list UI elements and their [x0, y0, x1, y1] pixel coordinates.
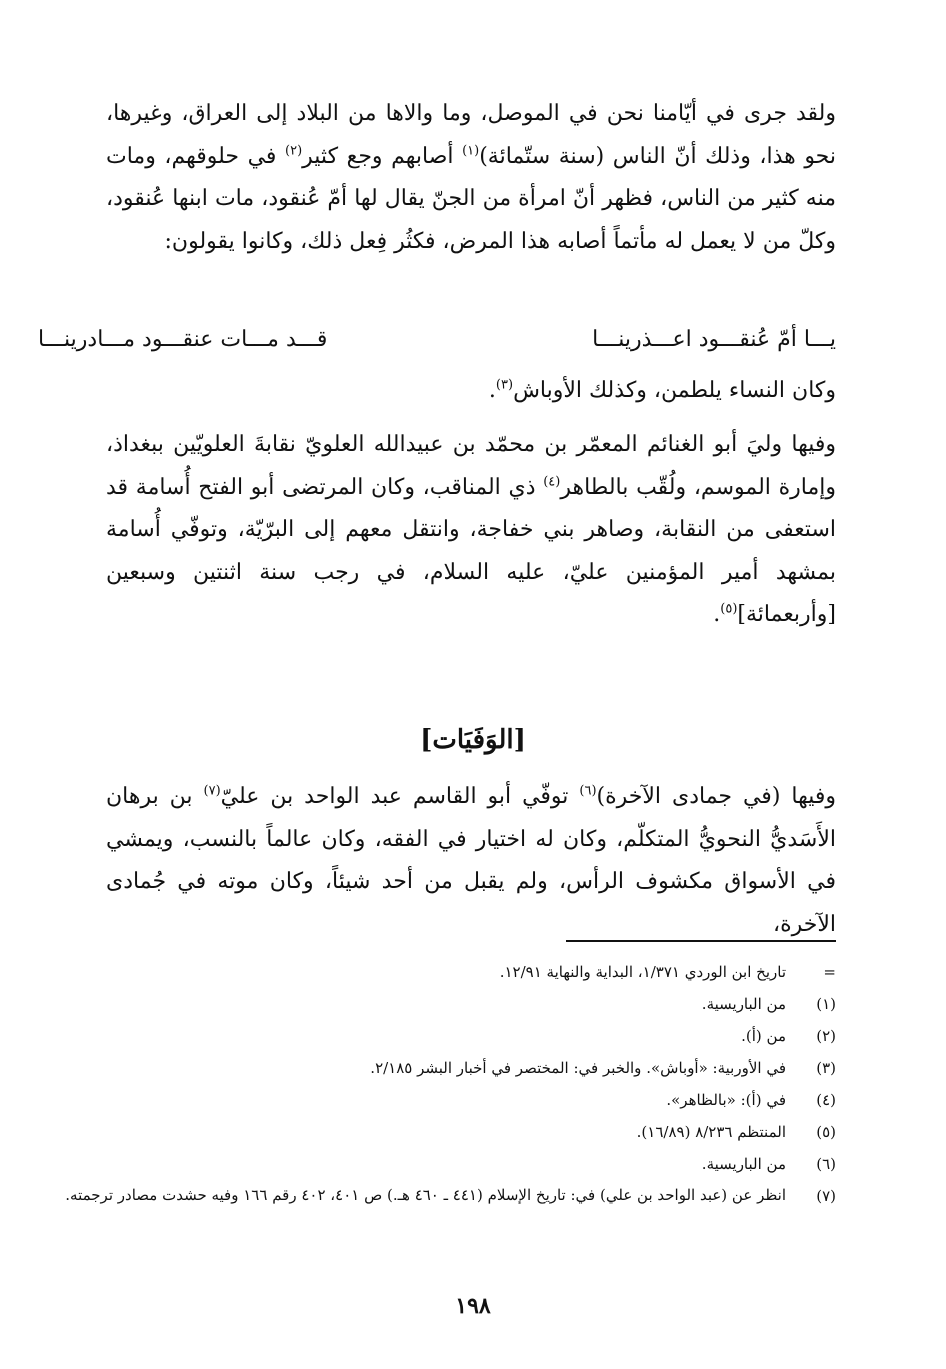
footnote-number: (٧) [816, 1187, 836, 1205]
footnote-marker: (٤) [543, 474, 561, 490]
footnote-item [30, 1148, 836, 1180]
footnote-marker: (٦) [579, 783, 597, 799]
paragraph-women-mourning [106, 370, 836, 413]
poem-verse [38, 318, 836, 362]
paragraph-text: وفيها (في جمادى الآخرة)$^{(٦)}$ توفّي أبو القاسم عبد الواحد بن عليّ$^{(٧)}$ بن برهان الأَسَديُّ النحويُّ المتكلّم، وكان له اختيار في الفقه، وكان عالماً بالنسب، ويمشي في الأسواق مكشوف الرأس، ولم يقبل من أحد شيئاً، وكان موته في جُمادى الآخرة، [106, 783, 836, 937]
paragraph-text: ولقد جرى في أيّامنا نحن في الموصل، وما والاها من البلاد إلى العراق، وغيرها، نحو هذا، وذلك أنّ الناس (سنة ستّمائة)$^{(١)}$ أصابهم وجع كثير$^{(٢)}$ في حلوقهم، ومات منه كثير من الناس، فظهر أنّ امرأة من الجنّ يقال لها أمّ عُنقود، مات ابنها عُنقود، وكلّ من لا يعمل له مأتماً أصابه هذا المرض، فكثُر فِعل ذلك، وكانوا يقولون: [106, 101, 837, 254]
footnote-number: = [823, 963, 836, 981]
footnote-text: من (أ). [741, 1027, 786, 1045]
footnote-item [30, 1084, 836, 1116]
footnote-text: تاريخ ابن الوردي ١/٣٧١، البداية والنهاية ١٢/٩١. [499, 963, 786, 981]
footnote-number: (١) [816, 995, 836, 1013]
footnote-item [30, 1180, 836, 1212]
footnote-text: في (أ): «بالظاهر». [666, 1091, 786, 1109]
footnote-text: المنتظم ٨/٢٣٦ (١٦/٨٩). [636, 1123, 786, 1141]
footnote-text: في الأوربية: «أوباش». والخبر في: المختصر في أخبار البشر ٢/١٨٥. [370, 1059, 786, 1077]
footnote-item [30, 1116, 836, 1148]
page-number: ١٩٨ [455, 1293, 491, 1319]
footnote-marker: (١) [462, 143, 480, 159]
footnote-text: من الباريسية. [701, 995, 786, 1013]
footnote-text: انظر عن (عبد الواحد بن علي) في: تاريخ الإسلام (٤٤١ ـ ٤٦٠ هـ.) ص ٤٠١، ٤٠٢ رقم ١٦٦ وفيه حشدت مصادر ترجمته. [65, 1186, 786, 1204]
paragraph-text: وكان النساء يلطمن، وكذلك الأوباش$^{(٣)}$. [488, 377, 836, 403]
footnote-marker: (٥) [720, 601, 738, 617]
verse-second-hemistich: قـــد مـــات عنقـــود مـــادرينـــا [38, 327, 328, 352]
paragraph-obituary-ibn-burhan [106, 776, 836, 946]
footnote-marker: (٧) [203, 783, 221, 799]
footnote-marker: (٢) [285, 143, 303, 159]
paragraph-contagion-story [106, 93, 836, 263]
footnote-item [30, 1020, 836, 1052]
footnote-separator [566, 940, 836, 942]
footnote-number: (٣) [816, 1059, 836, 1077]
footnote-number: (٦) [816, 1155, 836, 1173]
footnote-marker: (٣) [495, 377, 514, 393]
paragraph-text: وفيها وليَ أبو الغنائم المعمّر بن محمّد بن عبيدالله العلويّ نقابةَ العلويّين ببغداذ، وإمارة الموسم، ولُقّب بالطاهر$^{(٤)}$ ذي المناقب، وكان المرتضى أبو الفتح أُسامة قد استعفى من النقابة، وصاهر بني خفاجة، وانتقل معهم إلى البرّيّة، وتوفّي أُسامة بمشهد أمير المؤمنين عليّ، عليه السلام، في رجب سنة اثنتين وسبعين [وأربعمائة]$^{(٥)}$. [106, 432, 836, 627]
footnote-item [30, 956, 836, 988]
footnotes [30, 956, 836, 1212]
verse-first-hemistich: يـــا أمّ عُنقـــود اعـــذرينـــا [592, 327, 836, 352]
footnote-text: من الباريسية. [701, 1155, 786, 1173]
footnote-item [30, 988, 836, 1020]
footnote-number: (٥) [816, 1123, 836, 1141]
section-heading-obituaries: [الوَفَيَات] [420, 725, 526, 755]
footnote-item [30, 1052, 836, 1084]
footnote-number: (٢) [816, 1027, 836, 1045]
footnote-number: (٤) [816, 1091, 836, 1109]
paragraph-naqaba-appointment [106, 424, 836, 637]
